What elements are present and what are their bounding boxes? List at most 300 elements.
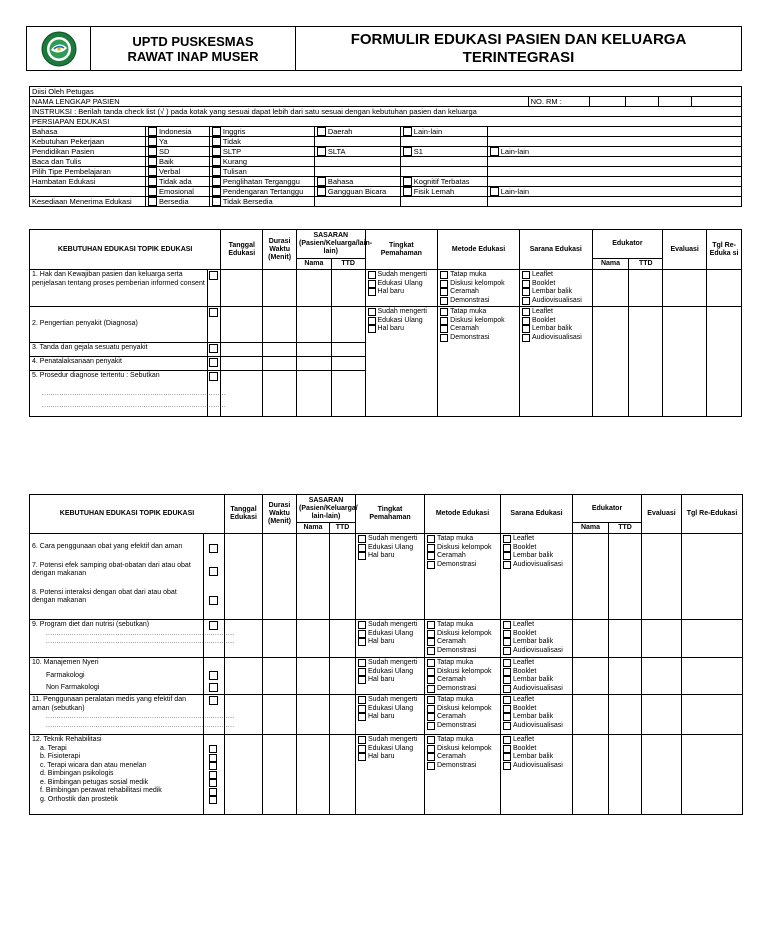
info-option[interactable] <box>317 177 398 186</box>
checkbox-icon[interactable] <box>148 197 157 206</box>
level-option[interactable] <box>368 317 436 326</box>
method-option[interactable] <box>427 638 498 647</box>
checkbox-icon[interactable] <box>503 561 511 569</box>
method-option[interactable] <box>427 552 498 561</box>
method-option-label: Tatap muka <box>437 621 474 629</box>
checkbox-icon[interactable] <box>503 705 511 713</box>
method-option[interactable] <box>427 685 498 694</box>
media-option-label: Leaflet <box>531 308 553 316</box>
checkbox-icon[interactable] <box>403 127 412 136</box>
media-option-label: Leaflet <box>513 696 535 704</box>
checkbox-icon[interactable] <box>358 621 366 629</box>
checkbox-icon[interactable] <box>440 288 448 296</box>
method-option[interactable] <box>427 753 498 762</box>
level-option-label: Sudah mengerti <box>377 308 427 316</box>
media-option[interactable] <box>503 630 570 639</box>
method-option-label: Diskusi kelompok <box>437 629 492 637</box>
method-option-label: Diskusi kelompok <box>437 744 492 752</box>
info-option[interactable] <box>212 147 312 156</box>
info-option[interactable] <box>317 187 398 196</box>
topic-9-dots-1[interactable]: ....................................................................................... <box>46 630 235 637</box>
media-option[interactable] <box>503 705 570 714</box>
checkbox-icon[interactable] <box>440 325 448 333</box>
method-list <box>425 620 501 658</box>
checkbox-icon[interactable] <box>427 668 435 676</box>
media-option[interactable] <box>503 668 570 677</box>
media-option[interactable] <box>522 288 590 297</box>
rehab-item-checkbox[interactable] <box>209 762 217 770</box>
method-list <box>425 658 501 695</box>
topic-1: 1. Hak dan Kewajiban pasien dan keluarga serta penjelasan tentang proses pemberian informed consent <box>30 270 208 307</box>
method-option[interactable] <box>440 325 517 334</box>
info-option[interactable] <box>317 147 398 156</box>
media-option[interactable] <box>522 334 590 343</box>
checkbox-icon[interactable] <box>427 535 435 543</box>
method-option[interactable] <box>440 297 517 306</box>
level-option[interactable] <box>358 544 422 553</box>
media-option-label: Audiovisualisasi <box>513 560 563 568</box>
checkbox-icon[interactable] <box>503 552 511 560</box>
level-option[interactable] <box>358 668 422 677</box>
checkbox-icon[interactable] <box>522 317 530 325</box>
info-option[interactable] <box>212 137 312 146</box>
checkbox-icon[interactable] <box>427 685 435 693</box>
checkbox-icon[interactable] <box>427 753 435 761</box>
checkbox-icon[interactable] <box>427 630 435 638</box>
form-title <box>296 27 741 70</box>
media-option[interactable] <box>522 317 590 326</box>
rehab-item-checkbox[interactable] <box>209 745 217 753</box>
media-option[interactable] <box>503 552 570 561</box>
topic-7: 7. Potensi efek samping obat-obatan dari atau obat dengan makanan <box>32 561 191 577</box>
method-option[interactable] <box>427 705 498 714</box>
prep-title: PERSIAPAN EDUKASI <box>30 117 742 127</box>
checkbox-icon[interactable] <box>358 713 366 721</box>
method-option-label: Tatap muka <box>437 736 474 744</box>
checkbox-icon[interactable] <box>358 544 366 552</box>
level-option[interactable] <box>368 308 436 317</box>
level-option[interactable] <box>358 736 422 745</box>
checkbox-icon[interactable] <box>522 308 530 316</box>
checkbox-icon[interactable] <box>440 297 448 305</box>
checkbox-icon[interactable] <box>358 638 366 646</box>
method-option-label: Ceramah <box>437 552 466 560</box>
topic-11-checkbox[interactable] <box>209 696 218 705</box>
checkbox-icon[interactable] <box>522 325 530 333</box>
rm-box-3[interactable] <box>659 97 692 107</box>
method-option[interactable] <box>427 630 498 639</box>
checkbox-icon[interactable] <box>317 177 326 186</box>
topic-11-dots-2[interactable]: ....................................................................................... <box>46 722 235 729</box>
option-label: Ya <box>158 137 168 146</box>
checkbox-icon[interactable] <box>427 736 435 744</box>
level-option[interactable] <box>358 638 422 647</box>
checkbox-icon[interactable] <box>503 736 511 744</box>
media-option[interactable] <box>503 535 570 544</box>
level-option[interactable] <box>358 535 422 544</box>
checkbox-icon[interactable] <box>358 668 366 676</box>
level-option-label: Hal baru <box>368 676 395 684</box>
info-option[interactable] <box>148 177 207 186</box>
level-option-label: Edukasi Ulang <box>377 316 423 324</box>
checkbox-icon[interactable] <box>490 147 499 156</box>
info-option[interactable] <box>212 197 312 206</box>
checkbox-icon[interactable] <box>503 621 511 629</box>
info-option[interactable] <box>212 157 312 166</box>
method-option[interactable] <box>440 280 517 289</box>
checkbox-icon[interactable] <box>440 271 448 279</box>
info-option[interactable] <box>212 127 312 136</box>
topic-2: 2. Pengertian penyakit (Diagnosa) <box>30 307 208 343</box>
checkbox-icon[interactable] <box>440 334 448 342</box>
organization-name <box>91 27 296 70</box>
topic-5-checkbox[interactable] <box>209 372 218 381</box>
method-option-label: Diskusi kelompok <box>437 667 492 675</box>
topics-6-8 <box>30 534 204 620</box>
checkbox-icon[interactable] <box>503 676 511 684</box>
checkbox-icon[interactable] <box>503 535 511 543</box>
method-option[interactable] <box>440 334 517 343</box>
topic-9-cell <box>30 620 235 658</box>
checkbox-icon[interactable] <box>368 308 376 316</box>
level-option[interactable] <box>358 753 422 762</box>
option-label: Lain-lain <box>413 127 443 136</box>
checkbox-icon[interactable] <box>212 177 221 186</box>
topic-3-checkbox[interactable] <box>209 344 218 353</box>
level-list <box>356 620 425 658</box>
method-option[interactable] <box>427 668 498 677</box>
level-option[interactable] <box>358 630 422 639</box>
media-option[interactable] <box>522 325 590 334</box>
checkbox-icon[interactable] <box>358 630 366 638</box>
checkbox-icon[interactable] <box>503 762 511 770</box>
media-option[interactable] <box>503 713 570 722</box>
level-option[interactable] <box>358 696 422 705</box>
checkbox-icon[interactable] <box>427 745 435 753</box>
topic-5-dots-2[interactable]: ..................................................................................... <box>42 403 227 409</box>
info-option[interactable] <box>148 167 207 176</box>
checkbox-icon[interactable] <box>317 187 326 196</box>
rehab-list <box>32 745 201 805</box>
checkbox-icon[interactable] <box>503 544 511 552</box>
checkbox-icon[interactable] <box>522 271 530 279</box>
media-option-label: Leaflet <box>513 535 535 543</box>
header-target: SASARAN (Pasien/Keluarga/ lain-lain) <box>297 495 356 523</box>
checkbox-icon[interactable] <box>503 745 511 753</box>
checkbox-icon[interactable] <box>212 187 221 196</box>
checkbox-icon[interactable] <box>427 722 435 730</box>
checkbox-icon[interactable] <box>503 630 511 638</box>
patient-name-field[interactable]: NAMA LENGKAP PASIEN <box>30 97 529 107</box>
checkbox-icon[interactable] <box>212 197 221 206</box>
method-option[interactable] <box>427 647 498 656</box>
checkbox-icon[interactable] <box>522 288 530 296</box>
info-option[interactable] <box>148 197 207 206</box>
checkbox-icon[interactable] <box>427 696 435 704</box>
media-option[interactable] <box>503 676 570 685</box>
checkbox-icon[interactable] <box>148 127 157 136</box>
checkbox-icon[interactable] <box>503 696 511 704</box>
media-option[interactable] <box>503 722 570 731</box>
checkbox-icon[interactable] <box>522 297 530 305</box>
media-option[interactable] <box>503 745 570 754</box>
checkbox-icon[interactable] <box>148 137 157 146</box>
media-option-label: Lembar balik <box>513 753 554 761</box>
checkbox-icon[interactable] <box>368 317 376 325</box>
media-option[interactable] <box>503 621 570 630</box>
checkbox-icon[interactable] <box>427 561 435 569</box>
info-option[interactable] <box>490 187 739 196</box>
checkbox-icon[interactable] <box>440 317 448 325</box>
topic-11-dots-1[interactable]: ....................................................................................... <box>46 714 235 720</box>
topic-9-checkbox[interactable] <box>209 621 218 630</box>
info-option[interactable] <box>212 177 312 186</box>
info-option[interactable] <box>403 147 485 156</box>
level-option[interactable] <box>358 676 422 685</box>
level-option[interactable] <box>368 325 436 334</box>
checkbox-icon[interactable] <box>358 736 366 744</box>
rehab-item-checkbox[interactable] <box>209 771 217 779</box>
rehab-item-checkbox[interactable] <box>209 779 217 787</box>
method-option[interactable] <box>427 621 498 630</box>
media-option[interactable] <box>522 271 590 280</box>
rm-box-2[interactable] <box>626 97 659 107</box>
method-option-label: Ceramah <box>437 676 466 684</box>
topic-8: 8. Potensi interaksi dengan obat dari atau obat dengan makanan <box>32 588 177 604</box>
method-option[interactable] <box>427 722 498 731</box>
level-option[interactable] <box>358 621 422 630</box>
info-option[interactable] <box>317 127 398 136</box>
checkbox-icon[interactable] <box>368 271 376 279</box>
info-option[interactable] <box>148 157 207 166</box>
checkbox-icon[interactable] <box>148 157 157 166</box>
checkbox-icon[interactable] <box>212 147 221 156</box>
checkbox-icon[interactable] <box>427 705 435 713</box>
rehab-item-checkbox[interactable] <box>209 796 217 804</box>
checkbox-icon[interactable] <box>427 621 435 629</box>
media-option[interactable] <box>522 308 590 317</box>
level-option[interactable] <box>368 280 436 289</box>
media-option[interactable] <box>503 696 570 705</box>
media-list <box>501 620 573 658</box>
topic-10a-checkbox[interactable] <box>209 671 218 680</box>
checkbox-icon[interactable] <box>358 705 366 713</box>
media-option-label: Audiovisualisasi <box>513 646 563 654</box>
level-list <box>356 658 425 695</box>
info-option[interactable] <box>212 167 312 176</box>
info-option[interactable] <box>403 187 485 196</box>
option-label: Inggris <box>222 127 246 136</box>
method-option-label: Tatap muka <box>437 696 474 704</box>
rehab-item-checkbox[interactable] <box>209 754 217 762</box>
info-row-label: Pilih Tipe Pembelajaran <box>30 167 146 177</box>
method-option[interactable] <box>427 736 498 745</box>
media-option[interactable] <box>503 753 570 762</box>
checkbox-icon[interactable] <box>503 638 511 646</box>
media-option[interactable] <box>503 544 570 553</box>
checkbox-icon[interactable] <box>427 762 435 770</box>
topic-8-checkbox[interactable] <box>209 596 218 605</box>
method-option-label: Ceramah <box>437 753 466 761</box>
checkbox-icon[interactable] <box>503 722 511 730</box>
level-option[interactable] <box>358 745 422 754</box>
option-label: SD <box>158 147 170 156</box>
header-date: Tanggal Edukasi <box>221 230 263 270</box>
topic-10-cell <box>30 658 204 695</box>
rm-box-4[interactable] <box>692 97 742 107</box>
checkbox-icon[interactable] <box>522 334 530 342</box>
topic-7-checkbox[interactable] <box>209 567 218 576</box>
media-option[interactable] <box>522 280 590 289</box>
checkbox-icon[interactable] <box>212 157 221 166</box>
info-option[interactable] <box>148 147 207 156</box>
media-option[interactable] <box>503 647 570 656</box>
media-option[interactable] <box>503 638 570 647</box>
level-option[interactable] <box>358 552 422 561</box>
checkbox-icon[interactable] <box>440 280 448 288</box>
checkbox-icon[interactable] <box>403 187 412 196</box>
checkbox-icon[interactable] <box>427 647 435 655</box>
media-option[interactable] <box>503 561 570 570</box>
header-target: SASARAN (Pasien/Keluarga/lain-lain) <box>296 230 365 259</box>
level-option[interactable] <box>368 271 436 280</box>
checkbox-icon[interactable] <box>427 544 435 552</box>
checkbox-icon[interactable] <box>212 127 221 136</box>
checkbox-icon[interactable] <box>427 713 435 721</box>
method-option[interactable] <box>427 696 498 705</box>
checkbox-icon[interactable] <box>148 167 157 176</box>
topic-9-dots-2[interactable]: ....................................................................................... <box>46 639 235 645</box>
method-option[interactable] <box>427 561 498 570</box>
checkbox-icon[interactable] <box>358 659 366 667</box>
checkbox-icon[interactable] <box>490 187 499 196</box>
checkbox-icon[interactable] <box>148 187 157 196</box>
option-label: SLTA <box>327 147 346 156</box>
media-option-label: Lembar balik <box>513 713 554 721</box>
checkbox-icon[interactable] <box>358 745 366 753</box>
method-option-label: Demonstrasi <box>437 721 477 729</box>
level-option[interactable] <box>358 705 422 714</box>
checkbox-icon[interactable] <box>503 647 511 655</box>
info-option[interactable] <box>212 187 312 196</box>
method-option-label: Diskusi kelompok <box>450 316 505 324</box>
topic-5-dots-1[interactable]: ..................................................................................... <box>42 390 227 397</box>
checkbox-icon[interactable] <box>317 147 326 156</box>
option-label: Daerah <box>327 127 353 136</box>
topic-9: 9. Program diet dan nutrisi (sebutkan) <box>32 621 150 628</box>
education-table-1 <box>29 229 742 417</box>
method-option[interactable] <box>440 288 517 297</box>
topic-3: 3. Tanda dan gejala sesuatu penyakit <box>30 343 208 357</box>
checkbox-icon[interactable] <box>368 280 376 288</box>
info-option[interactable] <box>403 127 485 136</box>
checkbox-icon[interactable] <box>403 177 412 186</box>
header-level: Tingkat Pemahaman <box>365 230 438 270</box>
media-option-label: Leaflet <box>513 621 535 629</box>
method-option[interactable] <box>427 745 498 754</box>
checkbox-icon[interactable] <box>212 167 221 176</box>
checkbox-icon[interactable] <box>503 753 511 761</box>
checkbox-icon[interactable] <box>427 638 435 646</box>
media-option[interactable] <box>503 762 570 771</box>
header-topic: KEBUTUHAN EDUKASI TOPIK EDUKASI <box>30 230 221 270</box>
checkbox-icon[interactable] <box>358 676 366 684</box>
topic-11: 11. Penggunaan peralatan medis yang efektif dan aman (sebutkan) <box>32 696 186 712</box>
checkbox-icon[interactable] <box>427 659 435 667</box>
info-row-label: Kesediaan Menerima Edukasi <box>30 197 146 207</box>
level-option[interactable] <box>358 713 422 722</box>
media-option[interactable] <box>503 659 570 668</box>
checkbox-icon[interactable] <box>317 127 326 136</box>
checkbox-icon[interactable] <box>427 552 435 560</box>
level-option[interactable] <box>358 659 422 668</box>
method-option[interactable] <box>427 713 498 722</box>
checkbox-icon[interactable] <box>148 147 157 156</box>
level-option-label: Sudah mengerti <box>368 535 418 543</box>
method-option[interactable] <box>440 317 517 326</box>
checkbox-icon[interactable] <box>503 685 511 693</box>
media-option[interactable] <box>522 297 590 306</box>
checkbox-icon[interactable] <box>522 280 530 288</box>
header-duration: Durasi Waktu (Menit) <box>263 495 297 534</box>
table-row <box>30 270 742 307</box>
rehab-item-checkbox[interactable] <box>209 788 217 796</box>
checkbox-icon[interactable] <box>358 753 366 761</box>
checkbox-icon[interactable] <box>440 308 448 316</box>
media-list <box>501 735 573 815</box>
method-option-label: Ceramah <box>450 325 479 333</box>
checkbox-icon[interactable] <box>148 177 157 186</box>
checkbox-icon[interactable] <box>368 288 376 296</box>
topic-10b-checkbox[interactable] <box>209 683 218 692</box>
info-option[interactable] <box>148 187 207 196</box>
header-evaluation: Evaluasi <box>642 495 682 534</box>
method-option[interactable] <box>427 544 498 553</box>
checkbox-icon[interactable] <box>427 676 435 684</box>
checkbox-icon[interactable] <box>503 713 511 721</box>
method-option-label: Demonstrasi <box>437 684 477 692</box>
method-option[interactable] <box>427 535 498 544</box>
rm-box-1[interactable] <box>590 97 626 107</box>
topic-1-checkbox[interactable] <box>209 271 218 280</box>
method-option[interactable] <box>427 676 498 685</box>
info-option[interactable] <box>403 177 485 186</box>
topic-4-checkbox[interactable] <box>209 358 218 367</box>
checkbox-icon[interactable] <box>212 137 221 146</box>
checkbox-icon[interactable] <box>503 659 511 667</box>
media-option[interactable] <box>503 736 570 745</box>
topic-6-checkbox[interactable] <box>209 544 218 553</box>
checkbox-icon[interactable] <box>403 147 412 156</box>
topic-2-checkbox[interactable] <box>209 308 218 317</box>
checkbox-icon[interactable] <box>503 668 511 676</box>
method-option[interactable] <box>427 659 498 668</box>
method-option[interactable] <box>440 271 517 280</box>
info-row-label <box>30 187 146 197</box>
method-option[interactable] <box>427 762 498 771</box>
media-option[interactable] <box>503 685 570 694</box>
checkbox-icon[interactable] <box>358 535 366 543</box>
level-option[interactable] <box>368 288 436 297</box>
option-label: Pendengaran Tertanggu <box>222 187 304 196</box>
info-option[interactable] <box>490 147 739 156</box>
info-option[interactable] <box>148 127 207 136</box>
method-option[interactable] <box>440 308 517 317</box>
info-option[interactable] <box>148 137 207 146</box>
checkbox-icon[interactable] <box>358 552 366 560</box>
checkbox-icon[interactable] <box>358 696 366 704</box>
checkbox-icon[interactable] <box>368 325 376 333</box>
